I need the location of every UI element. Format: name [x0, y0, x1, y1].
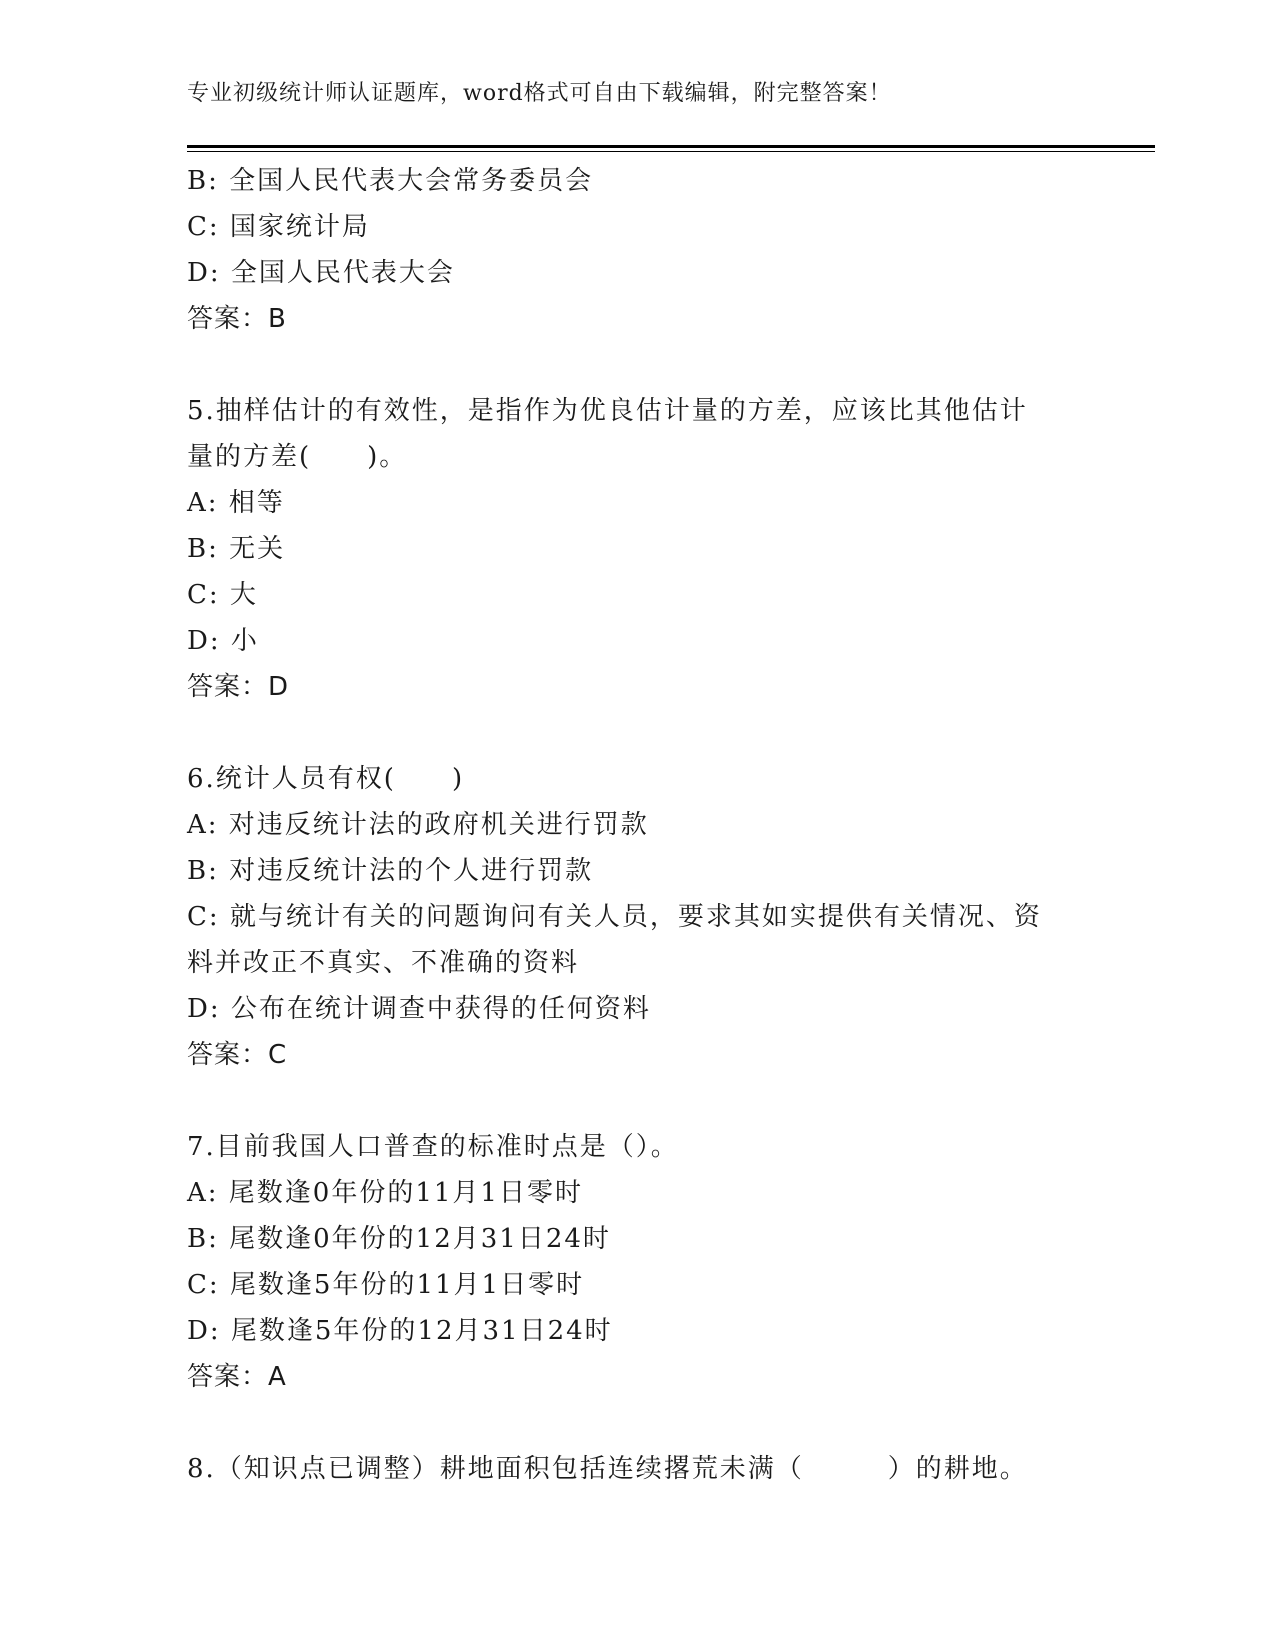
- header-rule-thick: [187, 145, 1155, 148]
- option-d: D: 尾数逢5年份的12月31日24时: [187, 1316, 613, 1346]
- option-b: B: 对违反统计法的个人进行罚款: [187, 856, 594, 886]
- question-4: [187, 158, 1087, 342]
- answer: 答案：A: [187, 1362, 287, 1392]
- answer: 答案：C: [187, 1040, 288, 1070]
- question-content: [187, 158, 1087, 1492]
- option-b: B: 尾数逢0年份的12月31日24时: [187, 1224, 611, 1254]
- spacer: [187, 1078, 1087, 1124]
- answer: 答案：D: [187, 672, 290, 702]
- spacer: [187, 342, 1087, 388]
- option-d: D: 公布在统计调查中获得的任何资料: [187, 994, 651, 1024]
- option-a: A: 对违反统计法的政府机关进行罚款: [187, 810, 649, 840]
- question-5: [187, 388, 1087, 710]
- question-stem: 5.抽样估计的有效性，是指作为优良估计量的方差，应该比其他估计: [187, 396, 1028, 426]
- option-c-continued: 料并改正不真实、不准确的资料: [187, 948, 580, 978]
- option-a: A: 尾数逢0年份的11月1日零时: [187, 1178, 583, 1208]
- header-rule-thin: [187, 151, 1155, 152]
- page-header: 专业初级统计师认证题库，word格式可自由下载编辑，附完整答案！: [187, 81, 892, 106]
- question-stem: 7.目前我国人口普查的标准时点是（）。: [187, 1132, 679, 1162]
- option-b: B: 全国人民代表大会常务委员会: [187, 166, 594, 196]
- option-c: C: 国家统计局: [187, 212, 370, 242]
- spacer: [187, 1400, 1087, 1446]
- question-stem-continued: 量的方差( )。: [187, 442, 408, 472]
- option-c: C: 就与统计有关的问题询问有关人员，要求其如实提供有关情况、资: [187, 902, 1042, 932]
- question-stem: 6.统计人员有权( ): [187, 764, 465, 794]
- option-d: D: 小: [187, 626, 259, 656]
- option-d: D: 全国人民代表大会: [187, 258, 455, 288]
- option-b: B: 无关: [187, 534, 286, 564]
- option-c: C: 尾数逢5年份的11月1日零时: [187, 1270, 585, 1300]
- answer: 答案：B: [187, 304, 287, 334]
- question-6: [187, 756, 1087, 1078]
- spacer: [187, 710, 1087, 756]
- question-stem: 8.（知识点已调整）耕地面积包括连续撂荒未满（ ）的耕地。: [187, 1454, 1028, 1484]
- question-8: [187, 1446, 1087, 1492]
- option-c: C: 大: [187, 580, 258, 610]
- question-7: [187, 1124, 1087, 1400]
- option-a: A: 相等: [187, 488, 285, 518]
